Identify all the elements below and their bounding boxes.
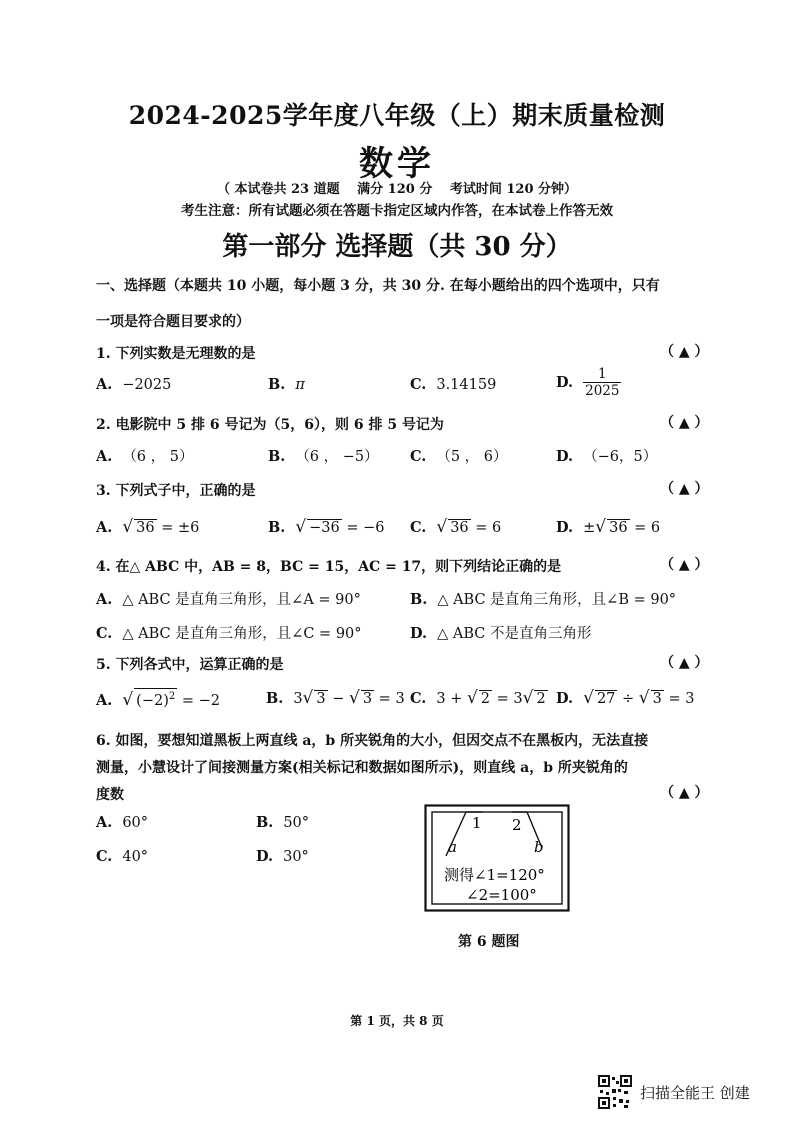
page-footer: 第 1 页，共 8 页 bbox=[350, 1014, 444, 1028]
q6-option-a: A. 60° bbox=[96, 814, 149, 831]
q1-option-d: D. $\frac{1}{2025}$ bbox=[556, 366, 620, 399]
q2-option-b: B. （6 ， −5） bbox=[268, 448, 379, 465]
qr-code-icon bbox=[598, 1075, 632, 1109]
q5-option-b: B. 3√ 3 − √ 3 = 3 bbox=[266, 688, 405, 708]
q3-option-b: B. √ −36 = −6 bbox=[268, 517, 385, 537]
answer-mark: （ ▲ ） bbox=[660, 655, 709, 671]
q5-option-a: A. √ $(-2)^2 = -2$ bbox=[96, 689, 220, 710]
answer-mark: （ ▲ ） bbox=[660, 415, 709, 431]
question-6-stem-line-3: 度数 bbox=[96, 787, 124, 803]
section-instruction-line-2: 一项是符合题目要求的） bbox=[96, 314, 250, 330]
fraction: $\frac{1}{2025}$ bbox=[585, 366, 620, 399]
figure-measure-2: ∠2=100° bbox=[466, 886, 537, 904]
q1-option-a: A. −2025 bbox=[96, 376, 172, 393]
answer-mark: （ ▲ ） bbox=[660, 344, 709, 360]
q6-option-c: C. 40° bbox=[96, 848, 149, 865]
figure-caption: 第 6 题图 bbox=[458, 934, 520, 950]
q5-option-c: C. 3 + √ 2 = 3√ 2 bbox=[410, 688, 546, 708]
blackboard-figure bbox=[424, 804, 570, 912]
q5-option-d: D. √ 27 ÷ √ 3 = 3 bbox=[556, 688, 695, 708]
question-2-stem: 2. 电影院中 5 排 6 号记为（5，6），则 6 排 5 号记为 bbox=[96, 417, 444, 433]
answer-mark: （ ▲ ） bbox=[660, 785, 709, 801]
figure-label-1: 1 bbox=[472, 814, 482, 832]
q1-option-b: B. π bbox=[268, 376, 305, 393]
answer-mark: （ ▲ ） bbox=[660, 557, 709, 573]
question-6-stem-line-2: 测量，小慧设计了间接测量方案(相关标记和数据如图所示)，则直线 a，b 所夹锐角的 bbox=[96, 760, 628, 776]
question-6-stem-line-1: 6. 如图，要想知道黑板上两直线 a，b 所夹锐角的大小，但因交点不在黑板内，无法直接 bbox=[96, 733, 649, 749]
q2-option-d: D. （−6，5） bbox=[556, 448, 658, 465]
q3-option-a: A. √ 36 = ±6 bbox=[96, 517, 200, 537]
subject-title: 数学 bbox=[359, 144, 435, 184]
q1-option-c: C. 3.14159 bbox=[410, 376, 497, 393]
figure-label-2: 2 bbox=[512, 816, 522, 834]
q2-option-c: C. （5 ， 6） bbox=[410, 448, 508, 465]
question-5-stem: 5. 下列各式中，运算正确的是 bbox=[96, 657, 284, 673]
q4-option-a: A. △ ABC 是直角三角形，且∠A = 90° bbox=[96, 591, 361, 608]
figure-label-a: a bbox=[448, 838, 457, 856]
figure-label-b: b bbox=[534, 838, 544, 856]
scanner-watermark: 扫描全能王 创建 bbox=[640, 1084, 750, 1102]
q3-option-c: C. √ 36 = 6 bbox=[410, 517, 502, 537]
q6-option-b: B. 50° bbox=[256, 814, 310, 831]
q4-option-b: B. △ ABC 是直角三角形，且∠B = 90° bbox=[410, 591, 677, 608]
answer-mark: （ ▲ ） bbox=[660, 481, 709, 497]
figure-measure-1: 测得∠1=120° bbox=[444, 866, 545, 884]
question-3-stem: 3. 下列式子中，正确的是 bbox=[96, 483, 256, 499]
q4-option-d: D. △ ABC 不是直角三角形 bbox=[410, 625, 592, 642]
exam-notice: 考生注意：所有试题必须在答题卡指定区域内作答，在本试卷上作答无效 bbox=[181, 203, 613, 219]
section-instruction-line-1: 一、选择题（本题共 10 小题，每小题 3 分，共 30 分. 在每小题给出的四个选项中，只有 bbox=[96, 278, 660, 294]
q4-option-c: C. △ ABC 是直角三角形，且∠C = 90° bbox=[96, 625, 362, 642]
exam-info: （ 本试卷共 23 道题 满分 120 分 考试时间 120 分钟） bbox=[216, 182, 578, 197]
q6-option-d: D. 30° bbox=[256, 848, 309, 865]
question-1-stem: 1. 下列实数是无理数的是 bbox=[96, 346, 256, 362]
q3-option-d: D. ±√ 36 = 6 bbox=[556, 517, 661, 537]
question-4-stem: 4. 在△ ABC 中，AB = 8，BC = 15，AC = 17，则下列结论正确的是 bbox=[96, 559, 562, 575]
exam-title: 2024-2025学年度八年级（上）期末质量检测 bbox=[128, 101, 666, 130]
part-title: 第一部分 选择题（共 30 分） bbox=[222, 232, 572, 262]
q2-option-a: A. （6 ， 5） bbox=[96, 448, 194, 465]
